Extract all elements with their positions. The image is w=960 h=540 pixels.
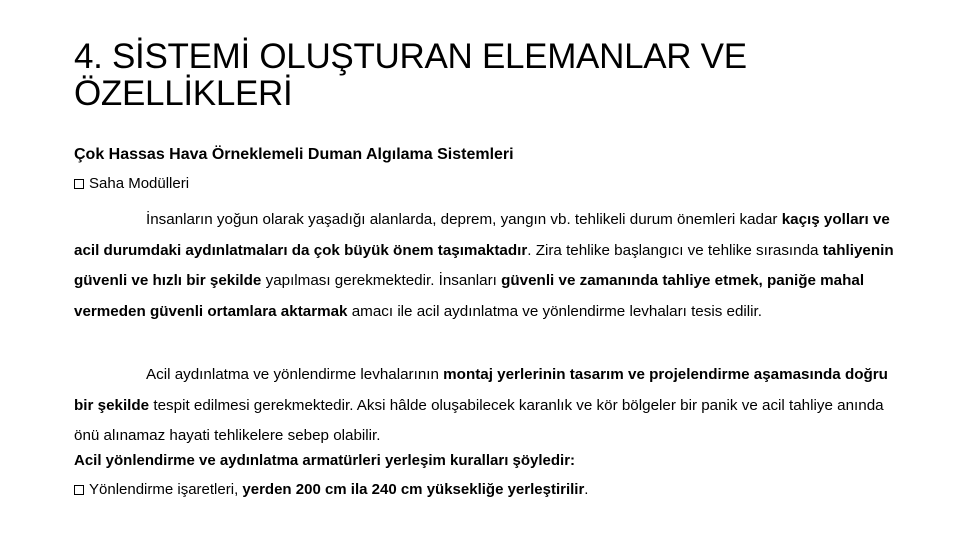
rule-1-text-2: . <box>584 481 589 498</box>
checkbox-bullet-icon <box>74 179 84 189</box>
paragraph-2-text-2: tespit edilmesi gerekmektedir. Aksi hâlde oluşabilecek karanlık ve kör bölgeler bir panik ve acil tahliye anında önü alınamaz hayati tehlikelere sebep olabilir. <box>74 396 884 444</box>
rule-1-text <box>89 481 588 498</box>
paragraph-1-bold-2: tahliyenin güvenli ve hızlı bir şekilde <box>74 241 894 289</box>
rule-1-bold-1: yerden 200 cm ila 240 cm yüksekliğe yerleştirilir <box>242 481 585 498</box>
slide-title: 4. SİSTEMİ OLUŞTURAN ELEMANLAR VE ÖZELLİKLERİ <box>74 37 747 113</box>
paragraph-1 <box>74 205 894 327</box>
section-bullet-label: Saha Modülleri <box>89 175 190 192</box>
paragraph-2 <box>74 360 894 452</box>
paragraph-1-bold-3: güvenli ve zamanında tahliye etmek, paniğe mahal vermeden güvenli ortamlara aktarmak <box>74 272 865 320</box>
rules-heading: Acil yönlendirme ve aydınlatma armatürleri yerleşim kuralları şöyledir: <box>74 452 576 469</box>
paragraph-2-bold-1: montaj yerlerinin tasarım ve projelendirme aşamasında doğru bir şekilde <box>74 366 888 414</box>
paragraph-1-text-1: İnsanların yoğun olarak yaşadığı alanlarda, deprem, yangın vb. tehlikeli durum önemleri kadar <box>146 211 782 228</box>
paragraph-1-text-3: yapılması gerekmektedir. İnsanları <box>261 272 502 289</box>
paragraph-1-bold-1: kaçış yolları ve acil durumdaki aydınlatmaları da çok büyük önem taşımaktadır <box>74 211 890 259</box>
paragraph-2-text-1: Acil aydınlatma ve yönlendirme levhalarının <box>146 366 444 383</box>
slide-subtitle: Çok Hassas Hava Örneklemeli Duman Algılama Sistemleri <box>74 146 514 163</box>
paragraph-1-text-2: . Zira tehlike başlangıcı ve tehlike sırasında <box>527 241 823 259</box>
rule-1-text-1: Yönlendirme işaretleri, <box>89 481 243 498</box>
checkbox-bullet-icon <box>74 485 84 495</box>
section-bullet <box>74 175 189 192</box>
paragraph-1-text-4: amacı ile acil aydınlatma ve yönlendirme levhaları tesis edilir. <box>347 302 762 320</box>
rule-1 <box>74 481 588 498</box>
